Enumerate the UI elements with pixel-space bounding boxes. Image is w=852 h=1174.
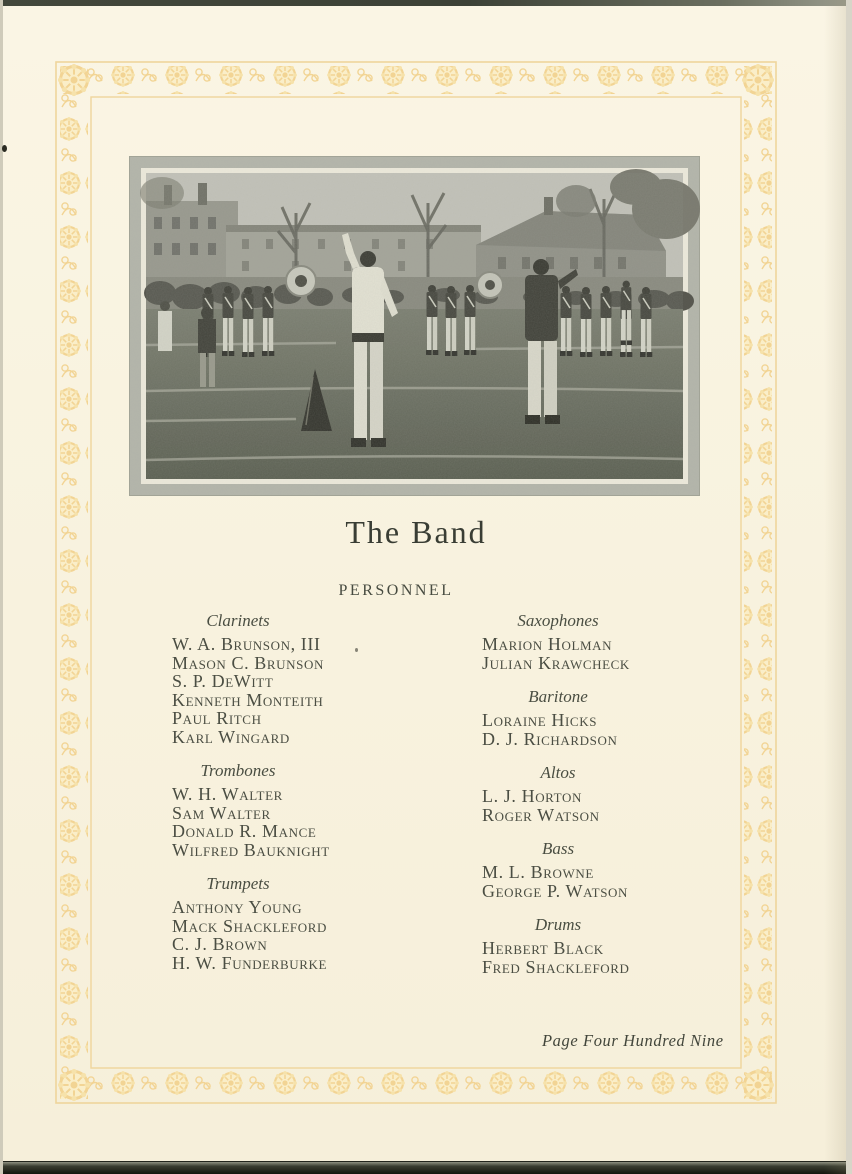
member-name: Roger Watson [482, 804, 600, 825]
member-name: Loraine Hicks [482, 710, 598, 730]
member-name: W. H. Walter [172, 784, 283, 804]
personnel-section-trombones [150, 761, 410, 859]
personnel-section-drums [458, 915, 718, 976]
member-name: Kenneth Monteith [172, 689, 324, 710]
member-name: M. L. Browne [482, 862, 594, 882]
member-name: Marion Holman [482, 634, 613, 654]
section-title: Drums [534, 915, 582, 934]
personnel-section-bass [458, 839, 718, 900]
member-name: Mason C. Brunson [172, 652, 324, 673]
personnel-section-altos [458, 763, 718, 824]
member-name: L. J. Horton [482, 786, 582, 806]
section-title: Trumpets [206, 874, 270, 893]
member-name: D. J. Richardson [482, 728, 618, 749]
page-title: The Band [345, 514, 487, 550]
band-photograph [129, 156, 700, 496]
personnel-section-trumpets [150, 874, 410, 972]
personnel-heading: PERSONNEL [338, 582, 454, 599]
member-name: Fred Shackleford [482, 956, 630, 977]
personnel-section-baritone [458, 687, 718, 748]
member-name: C. J. Brown [172, 934, 268, 954]
member-name: Paul Ritch [172, 708, 262, 728]
band-photo-illustration [129, 156, 700, 496]
member-name: S. P. DeWitt [172, 671, 274, 691]
scan-artifact [2, 145, 7, 152]
member-name: Donald R. Mance [172, 821, 317, 841]
member-name: H. W. Funderburke [172, 952, 328, 973]
section-title: Clarinets [206, 611, 270, 630]
section-title: Baritone [528, 687, 588, 706]
section-title: Bass [541, 839, 575, 858]
member-name: Herbert Black [482, 938, 604, 958]
scan-edge-right [846, 0, 852, 1174]
section-title: Altos [540, 763, 576, 782]
scan-shadow-right [824, 0, 846, 1174]
personnel-section-saxophones [458, 611, 718, 672]
member-name: Karl Wingard [172, 726, 290, 747]
member-name: Sam Walter [172, 802, 271, 823]
member-name: Mack Shackleford [172, 915, 327, 936]
section-title: Trombones [200, 761, 276, 780]
scan-edge-bottom [0, 1162, 852, 1174]
member-name: George P. Watson [482, 880, 629, 901]
scan-edge-top [0, 0, 852, 6]
member-name: W. A. Brunson, III [172, 634, 321, 654]
page-number: Page Four Hundred Nine [542, 1031, 724, 1050]
personnel-section-clarinets [150, 611, 410, 746]
section-title: Saxophones [517, 611, 599, 630]
personnel-left-column [150, 611, 410, 972]
personnel-right-column [458, 611, 718, 976]
member-name: Wilfred Bauknight [172, 839, 330, 860]
member-name: Julian Krawcheck [482, 652, 630, 673]
member-name: Anthony Young [172, 897, 303, 917]
